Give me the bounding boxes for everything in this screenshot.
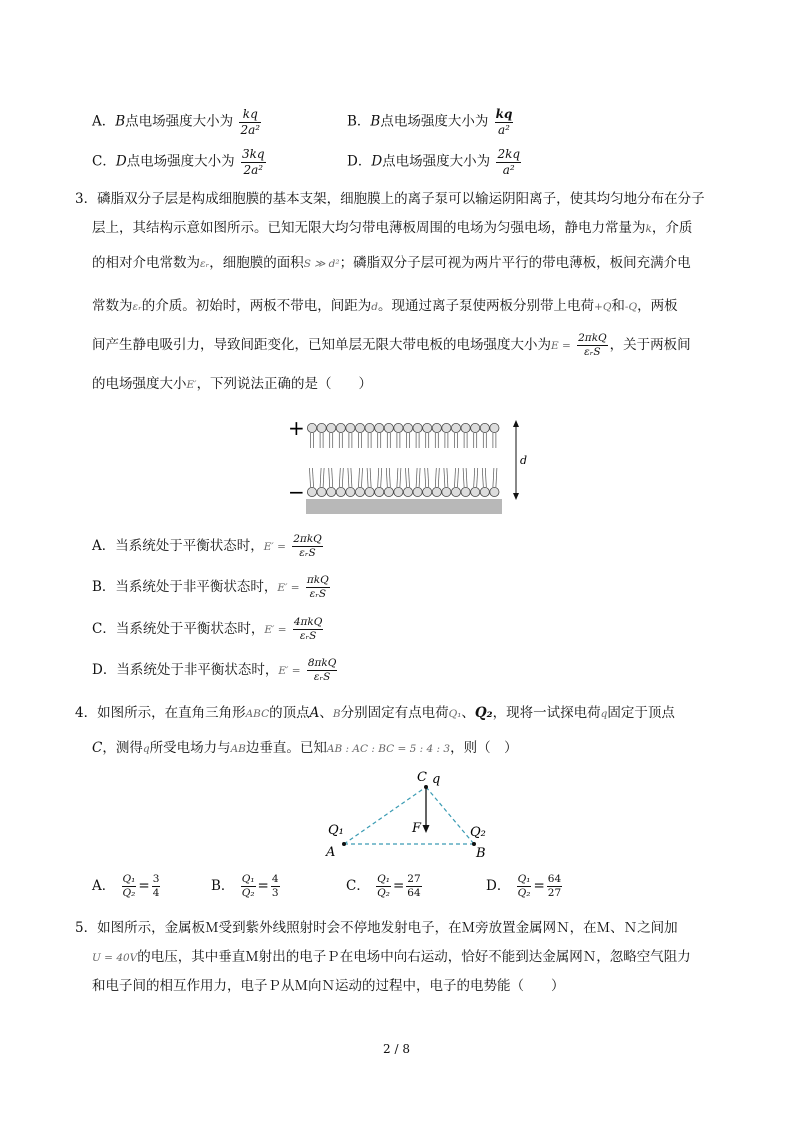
lipid-head <box>432 423 441 432</box>
lipid-head <box>317 423 326 432</box>
lipid-head <box>413 487 422 496</box>
lipid-tail <box>496 468 497 487</box>
lipid-head <box>451 487 460 496</box>
q3-stem-line-5: 间产生静电吸引力，导致间距变化，已知单层无限大带电板的电场强度大小为E = $\frac{\text{2πkQ}}{\text{εᵣS}}$ ，关于两板间 <box>92 332 691 359</box>
lipid-tail <box>444 468 445 487</box>
lipid-tail <box>419 468 420 487</box>
q3-option-d: D．当系统处于非平衡状态时，E′ = $\frac{\text{8πkQ}}{\text{εᵣS}}$ <box>92 657 337 684</box>
minus-sign: − <box>288 480 305 504</box>
label-a: A <box>326 845 336 860</box>
lipid-tail <box>455 468 456 487</box>
plus-sign: + <box>288 416 305 440</box>
q3-stem-line-3: 的相对介电常数为εᵣ，细胞膜的面积S ≫ d²；磷脂双分子层可视为两片平行的带电薄板，板间充满介电 <box>92 255 691 271</box>
lipid-head <box>413 423 422 432</box>
lipid-head <box>403 423 412 432</box>
lipid-head <box>394 423 403 432</box>
lipid-head <box>365 487 374 496</box>
label-q: q <box>432 772 441 787</box>
lipid-tail <box>477 468 478 487</box>
page-number: 2 / 8 <box>383 1042 410 1056</box>
lipid-tail <box>482 468 483 487</box>
lipid-tail <box>381 468 382 487</box>
q4-option-a: A． $\frac{\text{Q₁}}{\text{Q₂}}$ = $\frac{3}{4}$ <box>92 873 160 900</box>
lipid-tail <box>313 468 314 487</box>
lipid-head <box>336 423 345 432</box>
lipid-bilayer-figure <box>284 408 534 520</box>
lipid-head <box>442 423 451 432</box>
lipid-tail <box>386 468 387 487</box>
top-layer-heads <box>307 423 499 432</box>
lipid-tail <box>428 468 429 487</box>
q4-stem-line-2: C，测得q所受电场力与AB边垂直。已知AB : AC : BC = 5 : 4 : 3，则（ ） <box>92 740 518 756</box>
q5-stem-line-1: 5．如图所示，金属板Ｍ受到紫外线照射时会不停地发射电子，在Ｍ旁放置金属网Ｎ，在Ｍ、Ｎ之间加 <box>75 920 678 936</box>
bottom-layer-heads <box>307 487 499 496</box>
lipid-head <box>336 487 345 496</box>
q2-option-a: A．B点电场强度大小为 $\frac{kq}{\text{2a²}}$ <box>92 107 261 137</box>
lipid-head <box>461 423 470 432</box>
lipid-head <box>307 487 316 496</box>
substrate <box>306 499 502 514</box>
lipid-head <box>394 487 403 496</box>
top-layer-tails <box>311 433 496 448</box>
q3-stem-line-2: 层上，其结构示意如图所示。已知无限大均匀带电薄板周围的电场为匀强电场，静电力常量为k，介质 <box>92 220 693 236</box>
label-c: C <box>417 770 427 785</box>
lipid-tail <box>348 468 349 487</box>
lipid-head <box>442 487 451 496</box>
lipid-head <box>375 423 384 432</box>
triangle-figure <box>322 765 502 863</box>
lipid-tail <box>359 468 360 487</box>
q4-stem-line-1: 4．如图所示，在直角三角形ABC的顶点A、B分别固定有点电荷Q₁、Q₂，现将一试探电荷q固定于顶点 <box>75 705 675 721</box>
q3-option-a: A．当系统处于平衡状态时，E′ = $\frac{\text{2πkQ}}{\text{εᵣS}}$ <box>92 533 322 560</box>
q4-option-b: B． $\frac{\text{Q₁}}{\text{Q₂}}$ = $\frac{4}{3}$ <box>211 873 279 900</box>
point-a <box>342 842 346 846</box>
q4-option-d: D． $\frac{\text{Q₁}}{\text{Q₂}}$ = $\frac{64}{27}$ <box>486 873 562 900</box>
lipid-tail <box>370 468 371 487</box>
lipid-tail <box>493 468 494 487</box>
q2-option-a-fraction: $\frac{kq}{\text{2a²}}$ <box>240 107 261 137</box>
lipid-head <box>327 423 336 432</box>
lipid-head <box>355 487 364 496</box>
lipid-tail <box>351 468 352 487</box>
label-f: F <box>412 821 422 836</box>
lipid-head <box>365 423 374 432</box>
lipid-head <box>346 487 355 496</box>
lipid-tail <box>406 468 407 487</box>
lipid-tail <box>329 468 330 487</box>
lipid-tail <box>320 468 321 487</box>
side-bc <box>426 787 474 844</box>
q2-option-b-fraction: $\frac{kq}{\text{a²}}$ <box>495 107 513 137</box>
q3-option-b: B．当系统处于非平衡状态时，E′ = $\frac{\text{πkQ}}{\text{εᵣS}}$ <box>92 574 329 601</box>
lipid-tail <box>367 468 368 487</box>
lipid-head <box>471 423 480 432</box>
lipid-tail <box>466 468 467 487</box>
lipid-head <box>451 423 460 432</box>
q5-stem-line-3: 和电子间的相互作用力，电子Ｐ从Ｍ向Ｎ运动的过程中，电子的电势能（ ） <box>92 978 565 994</box>
q2-option-c: C．D点电场强度大小为 $\frac{3kq}{\text{2a²}}$ <box>92 147 265 177</box>
lipid-head <box>346 423 355 432</box>
q3-field-formula: $\frac{\text{2πkQ}}{\text{εᵣS}}$ <box>578 332 607 359</box>
lipid-head <box>317 487 326 496</box>
lipid-head <box>432 487 441 496</box>
lipid-tail <box>474 468 475 487</box>
label-b: B <box>476 846 486 861</box>
lipid-head <box>384 487 393 496</box>
lipid-tail <box>362 468 363 487</box>
lipid-tail <box>310 468 311 487</box>
distance-label: d <box>520 454 528 467</box>
lipid-head <box>307 423 316 432</box>
lipid-head <box>461 487 470 496</box>
lipid-tail <box>438 468 439 487</box>
lipid-head <box>423 487 432 496</box>
lipid-tail <box>339 468 340 487</box>
lipid-tail <box>342 468 343 487</box>
lipid-tail <box>416 468 417 487</box>
lipid-tail <box>425 468 426 487</box>
lipid-head <box>384 423 393 432</box>
q5-stem-line-2: U = 40V的电压，其中垂直Ｍ射出的电子Ｐ在电场中向右运动，恰好不能到达金属网Ｎ，忽略空气阻力 <box>92 949 691 965</box>
q4-option-c: C． $\frac{\text{Q₁}}{\text{Q₂}}$ = $\frac{27}{64}$ <box>346 873 421 900</box>
lipid-tail <box>332 468 333 487</box>
q2-option-b: B．B点电场强度大小为 $\frac{kq}{\text{a²}}$ <box>347 107 513 137</box>
lipid-head <box>490 423 499 432</box>
lipid-tail <box>323 468 324 487</box>
q2-option-c-fraction: $\frac{3kq}{\text{2a²}}$ <box>241 147 265 177</box>
lipid-head <box>480 423 489 432</box>
lipid-tail <box>409 468 410 487</box>
label-q2: Q₂ <box>470 825 486 840</box>
lipid-head <box>375 487 384 496</box>
lipid-head <box>423 423 432 432</box>
lipid-head <box>403 487 412 496</box>
q2-option-d: D．D点电场强度大小为 $\frac{2kq}{\text{a²}}$ <box>347 147 521 177</box>
q3-option-c: C．当系统处于平衡状态时，E′ = $\frac{\text{4πkQ}}{\text{εᵣS}}$ <box>92 616 323 643</box>
lipid-head <box>480 487 489 496</box>
lipid-tail <box>485 468 486 487</box>
bottom-layer-tails <box>310 468 497 487</box>
lipid-tail <box>447 468 448 487</box>
q3-stem-line-4: 常数为εᵣ的介质。初始时，两板不带电，间距为d。现通过离子泵使两板分别带上电荷+Q和-Q，两板 <box>92 298 678 314</box>
label-q1: Q₁ <box>328 823 344 838</box>
q3-stem-line-6: 的电场强度大小E′，下列说法正确的是（ ） <box>92 376 373 392</box>
lipid-tail <box>400 468 401 487</box>
q3-stem-line-1: 3．磷脂双分子层是构成细胞膜的基本支架，细胞膜上的离子泵可以输运阴阳离子，使其均匀地分布在分子 <box>75 191 705 207</box>
lipid-tail <box>378 468 379 487</box>
q2-option-d-fraction: $\frac{2kq}{\text{a²}}$ <box>497 147 521 177</box>
lipid-tail <box>458 468 459 487</box>
lipid-tail <box>463 468 464 487</box>
lipid-head <box>355 423 364 432</box>
lipid-head <box>327 487 336 496</box>
lipid-head <box>471 487 480 496</box>
lipid-head <box>490 487 499 496</box>
lipid-tail <box>435 468 436 487</box>
lipid-tail <box>389 468 390 487</box>
lipid-tail <box>397 468 398 487</box>
